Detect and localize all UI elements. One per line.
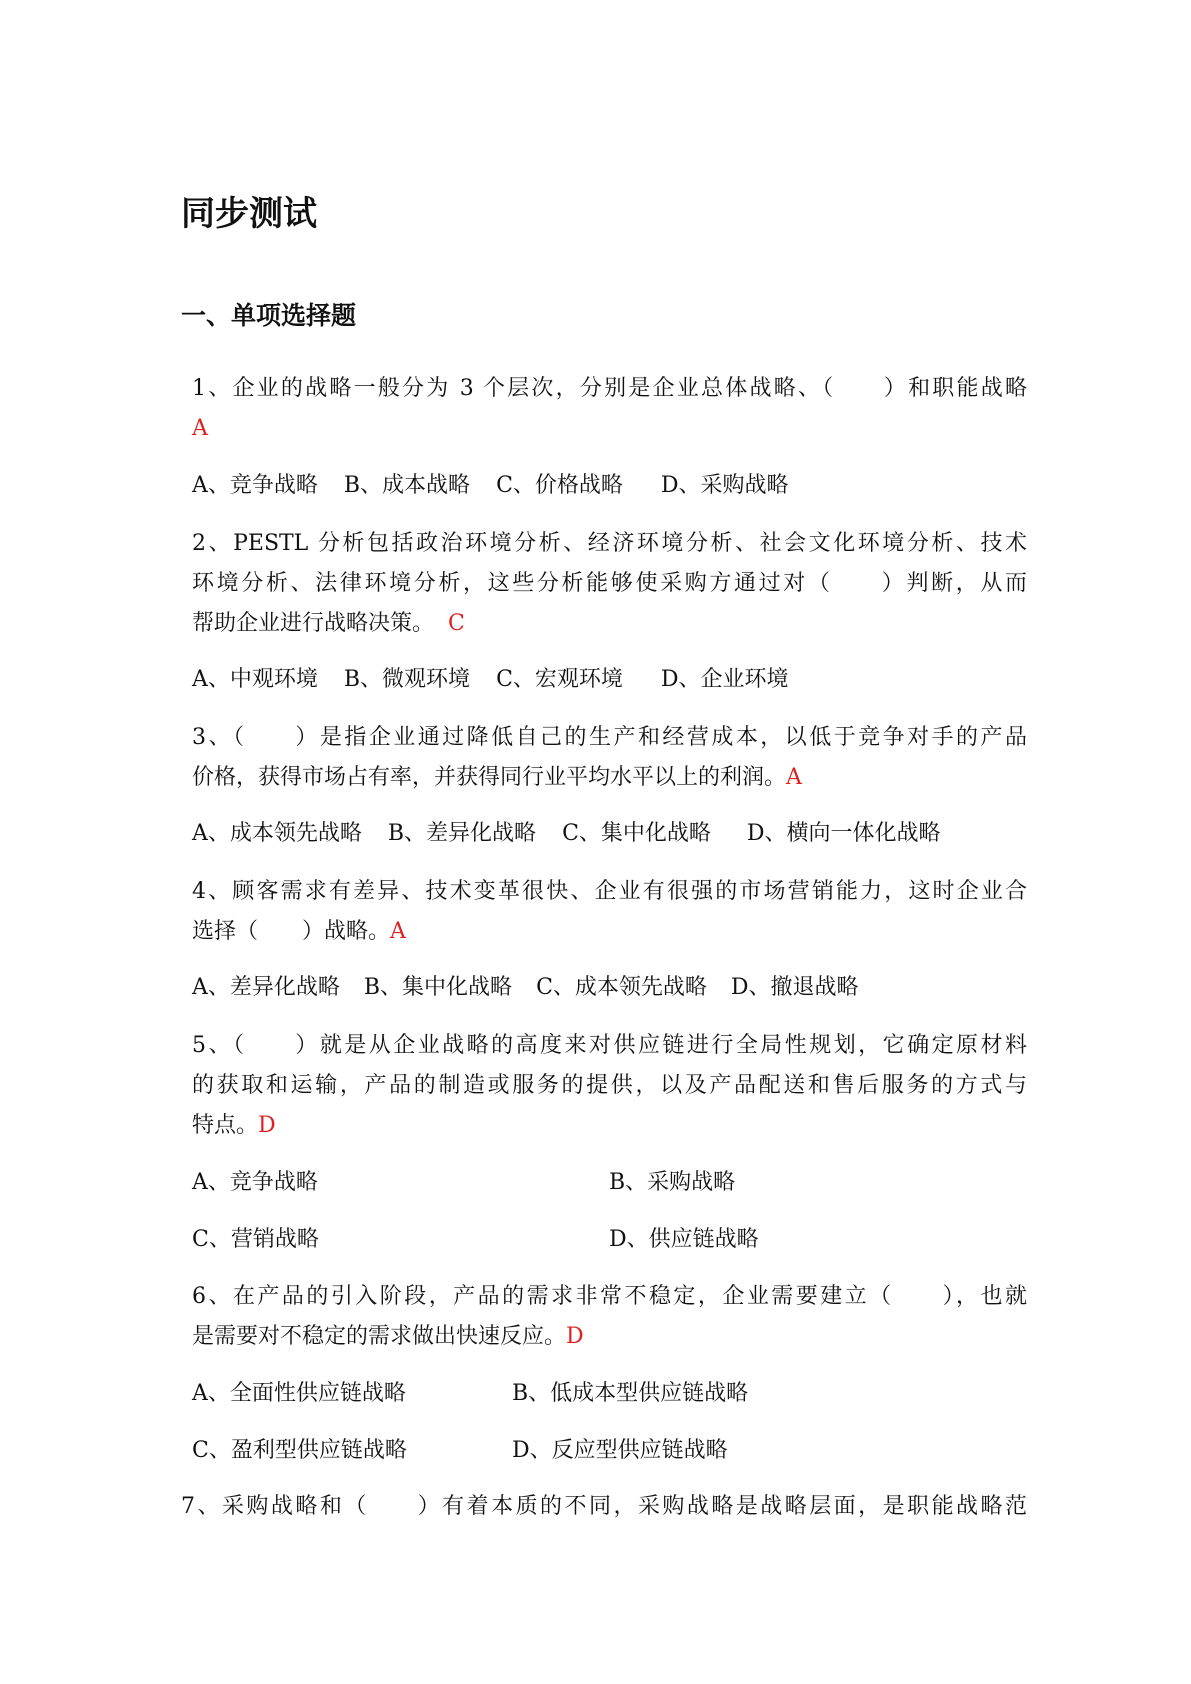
question-2-line-1: 2、PESTL 分析包括政治环境分析、经济环境分析、社会文化环境分析、技术 [192,531,1027,556]
option-d: D、企业环境 [660,667,789,692]
option-d: D、撤退战略 [730,975,859,1000]
answer-mark: A [786,765,802,790]
section-title: 一、单项选择题 [181,301,357,330]
option-c: C、成本领先战略 [536,975,707,1000]
option-b: B、集中化战略 [363,975,513,1000]
question-text: 选择（ ）战略。 [192,919,391,944]
question-1-options [192,466,1027,506]
question-4-line-1: 4、顾客需求有差异、技术变革很快、企业有很强的市场营销能力，这时企业合 [192,879,1027,904]
option-b: B、低成本型供应链战略 [512,1381,749,1406]
option-c: C、宏观环境 [496,667,623,692]
option-c: C、价格战略 [496,473,623,498]
question-text: 是需要对不稳定的需求做出快速反应。 [192,1324,567,1349]
answer-mark: C [448,611,465,636]
question-3-options [192,814,1027,854]
question-text: 价格，获得市场占有率，并获得同行业平均水平以上的利润。 [192,765,787,790]
question-4-options [192,968,1027,1008]
question-5-line-2: 的获取和运输，产品的制造或服务的提供，以及产品配送和售后服务的方式与 [192,1073,1027,1098]
question-4-line-2 [192,912,1027,952]
answer-mark: A [390,919,406,944]
question-3-line-1: 3、（ ）是指企业通过降低自己的生产和经营成本，以低于竞争对手的产品 [192,725,1027,750]
question-2-options [192,660,1027,700]
answer-mark: D [258,1113,276,1138]
question-5-line-3 [192,1106,1027,1146]
question-3-line-2 [192,758,1027,798]
option-b: B、成本战略 [343,473,471,498]
option-d: D、供应链战略 [609,1227,759,1252]
question-text: 帮助企业进行战略决策。 [192,611,435,636]
option-d: D、采购战略 [660,473,789,498]
option-a: A、差异化战略 [192,975,340,1000]
option-b: B、微观环境 [343,667,471,692]
question-5-line-1: 5、（ ）就是从企业战略的高度来对供应链进行全局性规划，它确定原材料 [192,1033,1027,1058]
option-d: D、横向一体化战略 [746,821,941,846]
option-a: A、竞争战略 [192,473,318,498]
answer-mark: D [566,1324,584,1349]
question-2-line-2: 环境分析、法律环境分析，这些分析能够使采购方通过对（ ）判断，从而 [192,571,1027,596]
option-c: C、集中化战略 [562,821,711,846]
question-2-line-3 [192,604,1027,644]
option-b: B、采购战略 [609,1170,736,1195]
option-c: C、营销战略 [192,1227,319,1252]
question-7-line-1: 7、采购战略和（ ）有着本质的不同，采购战略是战略层面，是职能战略范 [181,1494,1027,1519]
option-a: A、全面性供应链战略 [192,1381,406,1406]
option-c: C、盈利型供应链战略 [192,1438,407,1463]
question-1-line-1: 1、企业的战略一般分为 3 个层次，分别是企业总体战略、（ ）和职能战略 [192,376,1027,401]
question-1-answer [192,409,1027,449]
answer-mark: A [192,416,208,441]
option-a: A、成本领先战略 [192,821,362,846]
question-6-line-1: 6、在产品的引入阶段，产品的需求非常不稳定，企业需要建立（ ），也就 [192,1284,1027,1309]
page-title: 同步测试 [181,194,317,234]
option-a: A、中观环境 [192,667,318,692]
option-b: B、差异化战略 [387,821,537,846]
option-a: A、竞争战略 [192,1170,318,1195]
question-text: 特点。 [192,1113,259,1138]
question-6-line-2 [192,1317,1027,1357]
option-d: D、反应型供应链战略 [512,1438,728,1463]
